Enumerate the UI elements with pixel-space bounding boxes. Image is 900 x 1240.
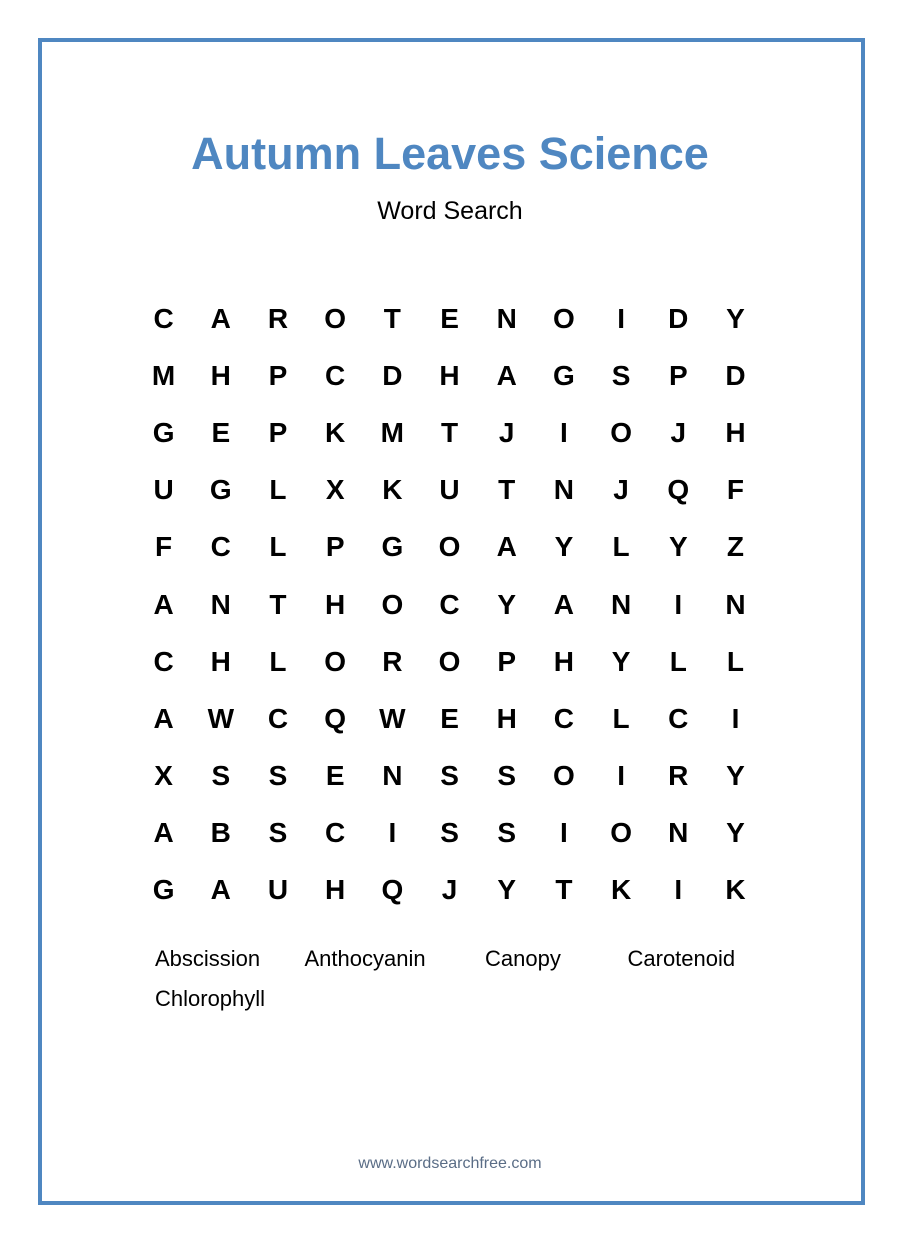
grid-letter: I xyxy=(731,702,740,734)
grid-letter: E xyxy=(325,760,345,792)
grid-letter: L xyxy=(726,645,745,677)
grid-letter: Y xyxy=(726,817,745,849)
grid-letter: R xyxy=(668,760,689,792)
grid-letter: N xyxy=(210,588,231,620)
grid-letter: G xyxy=(152,874,175,906)
grid-letter: Q xyxy=(381,874,404,906)
grid-letter: P xyxy=(268,359,288,391)
grid-letter: G xyxy=(381,531,404,563)
grid-letter: C xyxy=(325,359,346,391)
grid-letter: O xyxy=(553,760,575,792)
grid-letter: Y xyxy=(726,760,745,792)
grid-letter: L xyxy=(669,645,687,677)
grid-letter: C xyxy=(439,588,460,620)
grid-letter: E xyxy=(211,416,231,448)
grid-letter: P xyxy=(668,359,688,391)
grid-letter: L xyxy=(612,531,630,563)
grid-letter: D xyxy=(668,302,689,334)
grid-letter: I xyxy=(388,817,397,849)
grid-letter: H xyxy=(553,645,575,677)
grid-letter: T xyxy=(269,588,287,620)
grid-letter: W xyxy=(207,702,234,734)
word-list-item: Chlorophyll xyxy=(155,986,266,1011)
grid-letter: O xyxy=(438,531,461,563)
page-subtitle: Word Search xyxy=(377,197,523,225)
grid-letter: G xyxy=(152,416,175,448)
grid-letter: I xyxy=(674,874,683,906)
grid-letter: C xyxy=(210,531,231,563)
grid-letter: Y xyxy=(726,302,745,334)
grid-letter: P xyxy=(325,531,345,563)
grid-letter: L xyxy=(269,474,287,506)
grid-letter: K xyxy=(725,874,746,906)
grid-letter: Y xyxy=(497,874,517,906)
grid-letter: T xyxy=(440,416,459,448)
footer-url: www.wordsearchfree.com xyxy=(358,1155,542,1172)
grid-letter: N xyxy=(610,588,632,620)
grid-letter: S xyxy=(268,817,288,849)
grid-letter: S xyxy=(497,817,517,849)
grid-letter: S xyxy=(440,760,459,792)
grid-letter: Y xyxy=(668,531,688,563)
grid-letter: N xyxy=(382,760,403,792)
grid-letter: F xyxy=(155,531,173,563)
grid-letter: U xyxy=(439,474,460,506)
grid-letter: O xyxy=(381,588,404,620)
grid-letter: A xyxy=(153,588,174,620)
grid-letter: N xyxy=(496,302,517,334)
page-title: Autumn Leaves Science xyxy=(191,128,709,179)
grid-letter: P xyxy=(497,645,517,677)
grid-letter: O xyxy=(438,645,461,677)
grid-letter: A xyxy=(496,359,517,391)
grid-letter: M xyxy=(380,416,404,448)
grid-letter: H xyxy=(725,416,746,448)
grid-letter: G xyxy=(553,359,575,391)
grid-letter: U xyxy=(153,474,174,506)
word-list xyxy=(150,945,760,1013)
grid-letter: K xyxy=(610,874,632,906)
grid-letter: Y xyxy=(554,531,574,563)
grid-letter: W xyxy=(379,702,406,734)
grid-letter: C xyxy=(153,645,174,677)
grid-letter: M xyxy=(151,359,176,391)
grid-letter: S xyxy=(497,760,517,792)
grid-letter: R xyxy=(267,302,289,334)
grid-letter: Z xyxy=(726,531,745,563)
grid-letter: D xyxy=(382,359,403,391)
grid-letter: K xyxy=(325,416,346,448)
grid-letter: N xyxy=(553,474,575,506)
grid-letter: R xyxy=(382,645,403,677)
grid-letter: C xyxy=(325,817,346,849)
grid-letter: H xyxy=(325,874,346,906)
letter-grid xyxy=(135,290,764,919)
grid-letter: A xyxy=(210,874,231,906)
grid-letter: Q xyxy=(324,702,347,734)
grid-letter: L xyxy=(269,645,287,677)
grid-letter: O xyxy=(610,416,632,448)
grid-letter: U xyxy=(267,874,289,906)
grid-letter: C xyxy=(267,702,289,734)
grid-letter: S xyxy=(211,760,231,792)
grid-letter: B xyxy=(210,817,231,849)
grid-letter: T xyxy=(498,474,516,506)
word-list-item: Canopy xyxy=(485,946,561,971)
grid-letter: N xyxy=(725,588,746,620)
word-list-item: Abscission xyxy=(155,946,261,971)
grid-letter: H xyxy=(210,645,231,677)
grid-letter: D xyxy=(725,359,746,391)
grid-letter: S xyxy=(440,817,459,849)
grid-letter: T xyxy=(383,302,401,334)
grid-letter: H xyxy=(496,702,517,734)
grid-letter: L xyxy=(612,702,630,734)
grid-letter: N xyxy=(668,817,689,849)
grid-letter: K xyxy=(382,474,403,506)
grid-letter: J xyxy=(613,474,629,506)
grid-letter: L xyxy=(269,531,287,563)
grid-letter: C xyxy=(668,702,689,734)
grid-letter: I xyxy=(560,416,568,448)
grid-letter: I xyxy=(674,588,683,620)
grid-letter: I xyxy=(560,817,568,849)
grid-letter: F xyxy=(726,474,745,506)
grid-letter: J xyxy=(498,416,515,448)
grid-letter: X xyxy=(154,760,173,792)
grid-letter: I xyxy=(617,302,625,334)
grid-letter: A xyxy=(153,702,174,734)
grid-letter: O xyxy=(324,302,347,334)
grid-letter: H xyxy=(325,588,346,620)
word-list-item: Carotenoid xyxy=(627,946,736,971)
grid-letter: Y xyxy=(497,588,517,620)
grid-letter: J xyxy=(441,874,458,906)
grid-letter: S xyxy=(268,760,288,792)
grid-letter: X xyxy=(325,474,345,506)
grid-letter: A xyxy=(553,588,575,620)
grid-letter: Q xyxy=(667,474,690,506)
grid-letter: O xyxy=(553,302,575,334)
grid-letter: O xyxy=(610,817,632,849)
word-list-item: Anthocyanin xyxy=(304,946,426,971)
grid-letter: A xyxy=(210,302,231,334)
grid-letter: E xyxy=(440,702,459,734)
grid-letter: Y xyxy=(611,645,631,677)
grid-letter: C xyxy=(553,702,575,734)
grid-letter: O xyxy=(324,645,347,677)
grid-letter: H xyxy=(439,359,460,391)
grid-letter: E xyxy=(440,302,459,334)
grid-letter: C xyxy=(153,302,174,334)
grid-letter: A xyxy=(496,531,517,563)
grid-letter: T xyxy=(555,874,573,906)
grid-letter: G xyxy=(209,474,232,506)
grid-letter: S xyxy=(611,359,631,391)
grid-letter: P xyxy=(268,416,288,448)
grid-letter: A xyxy=(153,817,174,849)
grid-letter: I xyxy=(617,760,625,792)
grid-letter: J xyxy=(670,416,687,448)
grid-letter: H xyxy=(210,359,231,391)
